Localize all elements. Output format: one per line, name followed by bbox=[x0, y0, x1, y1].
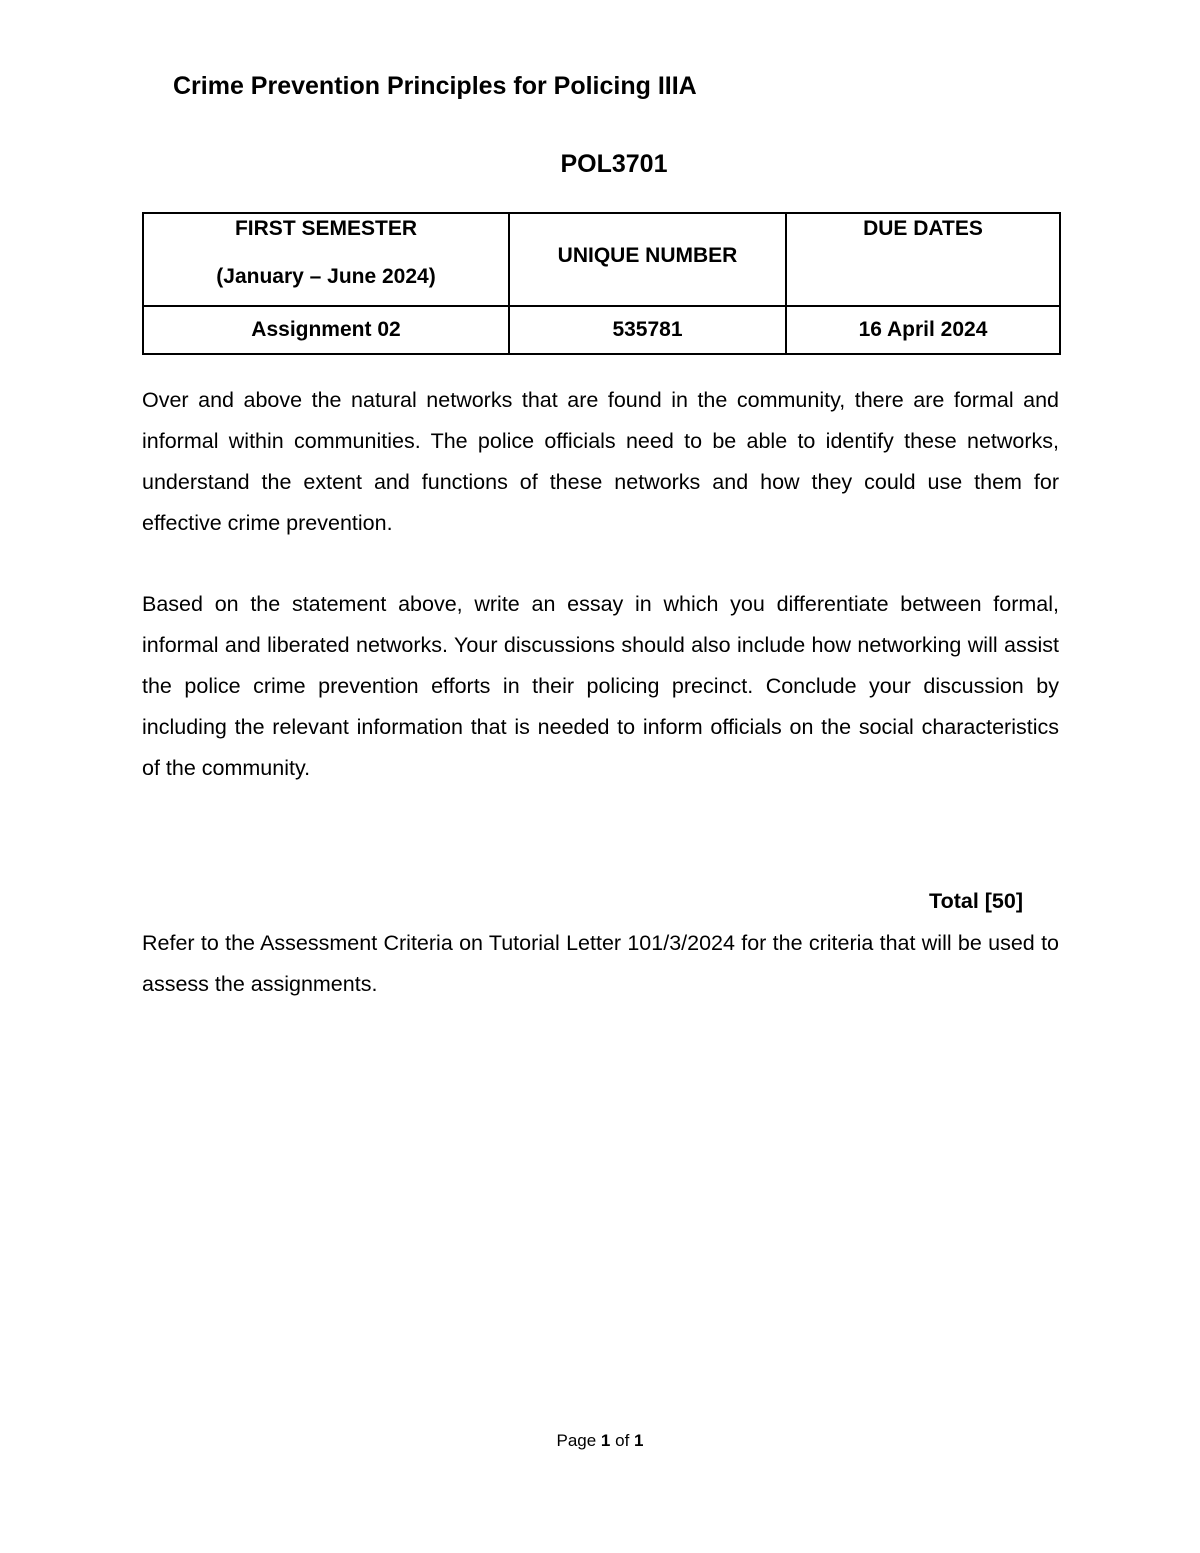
unique-number-header-cell bbox=[509, 213, 786, 306]
page-of: of bbox=[615, 1431, 630, 1450]
body-paragraph-1: Over and above the natural networks that are found in the community, there are formal and informal within communities. The police officials need to be able to identify these networks, understand the extent and functions of these networks and how they could use them for effective crime prevention. bbox=[142, 388, 1059, 535]
page-word: Page bbox=[556, 1431, 597, 1450]
assignment-cell: Assignment 02 bbox=[143, 306, 509, 354]
page-current: 1 bbox=[600, 1431, 611, 1450]
table-row bbox=[143, 306, 1060, 354]
course-code: POL3701 bbox=[560, 150, 668, 178]
semester-header-cell bbox=[143, 213, 509, 306]
body-paragraph-2: Based on the statement above, write an essay in which you differentiate between formal, informal and liberated networks. Your discussions should also include how networking will assist the police crime prevention efforts in their policing precinct. Conclude your discussion by including the relevant information that is needed to inform officials on the social characteristics of the community. bbox=[142, 592, 1059, 780]
assignment-info-table bbox=[142, 212, 1061, 355]
page-total: 1 bbox=[634, 1431, 644, 1450]
semester-label: FIRST SEMESTER bbox=[234, 217, 418, 240]
total-marks: Total [50] bbox=[929, 889, 1023, 913]
due-dates-header-cell bbox=[786, 213, 1060, 306]
body-paragraph-3: Refer to the Assessment Criteria on Tutorial Letter 101/3/2024 for the criteria that will be used to assess the assignments. bbox=[142, 931, 1059, 996]
document-title: Crime Prevention Principles for Policing IIIA bbox=[173, 72, 697, 100]
page-footer bbox=[0, 1431, 1200, 1451]
due-date-cell: 16 April 2024 bbox=[786, 306, 1060, 354]
due-dates-label: DUE DATES bbox=[863, 217, 983, 240]
semester-period: (January – June 2024) bbox=[216, 265, 436, 288]
unique-number-label: UNIQUE NUMBER bbox=[557, 243, 738, 267]
table-header-row bbox=[143, 213, 1060, 306]
unique-number-cell: 535781 bbox=[509, 306, 786, 354]
